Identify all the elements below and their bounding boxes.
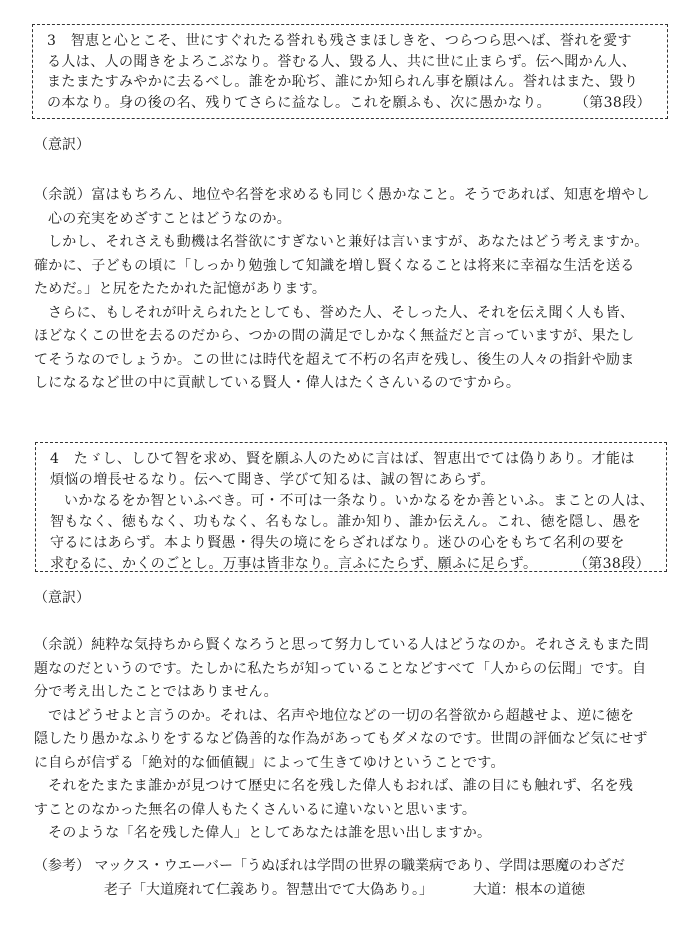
quote-line: 4 たゞし、しひて智を求め、賢を願ふ人のために言はば、智恵出でては偽りあり。才能は bbox=[50, 451, 635, 467]
commentary-line: に自らが信ずる「絶対的な価値観」によって生きてゆけということです。 bbox=[34, 754, 505, 771]
quote-line: またまたすみやかに去るべし。誰をか恥ぢ、誰にか知られん事を願はん。誉れはまた、毀り bbox=[47, 74, 639, 90]
chapter-reference: （第38段） bbox=[573, 556, 650, 572]
reference-note bbox=[34, 854, 625, 902]
commentary-line: さらに、もしそれが叶えられたとしても、誉めた人、そしった人、それを伝え聞く人も皆、 bbox=[48, 304, 635, 321]
commentary-line: 隠したり愚かなふりをするなど偽善的な作為があってもダメなのです。世間の評価など気にせず bbox=[34, 731, 648, 747]
commentary-line: 確かに、子どもの頃に「しっかり勉強して知識を増し賢くなることは将来に幸福な生活を送る bbox=[34, 257, 635, 274]
commentary-line: 心の充実をめざすことはどうなのか。 bbox=[48, 210, 292, 227]
quote-line: 煩悩の増長せるなり。伝へて聞き、学びて知るは、誠の智にあらず。 bbox=[50, 472, 495, 488]
quote-line: 智もなく、徳もなく、功もなく、名もなし。誰か知り、誰か伝えん。これ、徳を隠し、愚を bbox=[50, 514, 642, 530]
quote-line-last bbox=[50, 554, 656, 575]
commentary-section-3 bbox=[34, 184, 670, 396]
commentary-line: そのような「名を残した偉人」としてあなたは誰を思い出しますか。 bbox=[48, 825, 492, 841]
commentary-label: （余説） bbox=[34, 637, 92, 653]
commentary-line: ではどうせよと言うのか。それは、名声や地位などの一切の名誉欲から超越せよ、逆に徳を bbox=[48, 707, 635, 724]
commentary-line: しかし、それさえも動機は名誉欲にすぎないと兼好は言いますが、あなたはどう考えますか。 bbox=[48, 234, 649, 250]
reference-line: （参考） マックス・ウエーバー「うぬぼれは学問の世界の職業病であり、学問は悪魔のわざだ bbox=[34, 858, 626, 874]
commentary-line: ほどなくこの世を去るのだから、つかの間の満足でしかなく無益だと言っていますが、果たし bbox=[34, 328, 635, 344]
quote-line: る人は、人の聞きをよろこぶなり。誉むる人、毀る人、共に世に止まらず。伝へ聞かん人、 bbox=[47, 53, 637, 70]
quote-line-last bbox=[47, 93, 657, 114]
translation-label: （意訳） bbox=[34, 590, 90, 606]
reference-label: （参考） bbox=[34, 858, 90, 874]
reference-line: 老子「大道廃れて仁義あり。智慧出でて大偽あり。」 大道：根本の道徳 bbox=[104, 882, 585, 898]
commentary-line: てそうなのでしょうか。この世には時代を超えて不朽の名声を残し、後生の人々の指針や励ま bbox=[34, 351, 635, 368]
commentary-line: すことのなかった無名の偉人もたくさんいるに違いないと思います。 bbox=[34, 801, 477, 818]
commentary-line: しになるなど世の中に貢献している賢人・偉人はたくさんいるのですから。 bbox=[34, 375, 521, 391]
reference-gloss: 大道：根本の道徳 bbox=[473, 882, 585, 898]
commentary-line: 題なのだというのです。たしかに私たちが知っていることなどすべて「人からの伝聞」です。自 bbox=[34, 660, 647, 677]
quote-box-section-4 bbox=[35, 442, 667, 572]
commentary-line: （余説）純粋な気持ちから賢くなろうと思って努力している人はどうなのか。それさえもまた問 bbox=[34, 637, 649, 653]
commentary-section-4 bbox=[34, 634, 670, 846]
translation-label: （意訳） bbox=[34, 137, 90, 153]
quote-line: 守るにはあらず。本より賢愚・得失の境にをらざればなり。迷ひの心をもちて名利の要を bbox=[50, 535, 625, 551]
quote-line: いかなるをか智といふべき。可・不可は一条なり。いかなるをか善といふ。まことの人は、 bbox=[64, 493, 655, 509]
quote-line: の本なり。身の後の名、残りてさらに益なし。これを願ふも、次に愚かなり。 bbox=[47, 94, 551, 111]
quote-line: 3 智恵と心とこそ、世にすぐれたる誉れも残さまほしきを、つらつら思へば、誉れを愛す bbox=[47, 33, 632, 49]
commentary-line: （余説）富はもちろん、地位や名誉を求めるも同じく愚かなこと。そうであれば、知恵を増やし bbox=[34, 187, 650, 203]
quote-box-section-3 bbox=[32, 24, 668, 119]
quote-line: 求むるに、かくのごとし。万事は皆非なり。言ふにたらず、願ふに足らず。 bbox=[50, 556, 538, 572]
chapter-reference: （第38段） bbox=[574, 94, 651, 111]
commentary-label: （余説） bbox=[34, 187, 92, 203]
commentary-line: ためだ。」と尻をたたかれた記憶があります。 bbox=[34, 281, 327, 297]
commentary-line: それをたまたま誰かが見つけて歴史に名を残した偉人もおれば、誰の目にも触れず、名を残 bbox=[48, 778, 634, 794]
commentary-line: 分で考え出したことではありません。 bbox=[34, 684, 278, 700]
